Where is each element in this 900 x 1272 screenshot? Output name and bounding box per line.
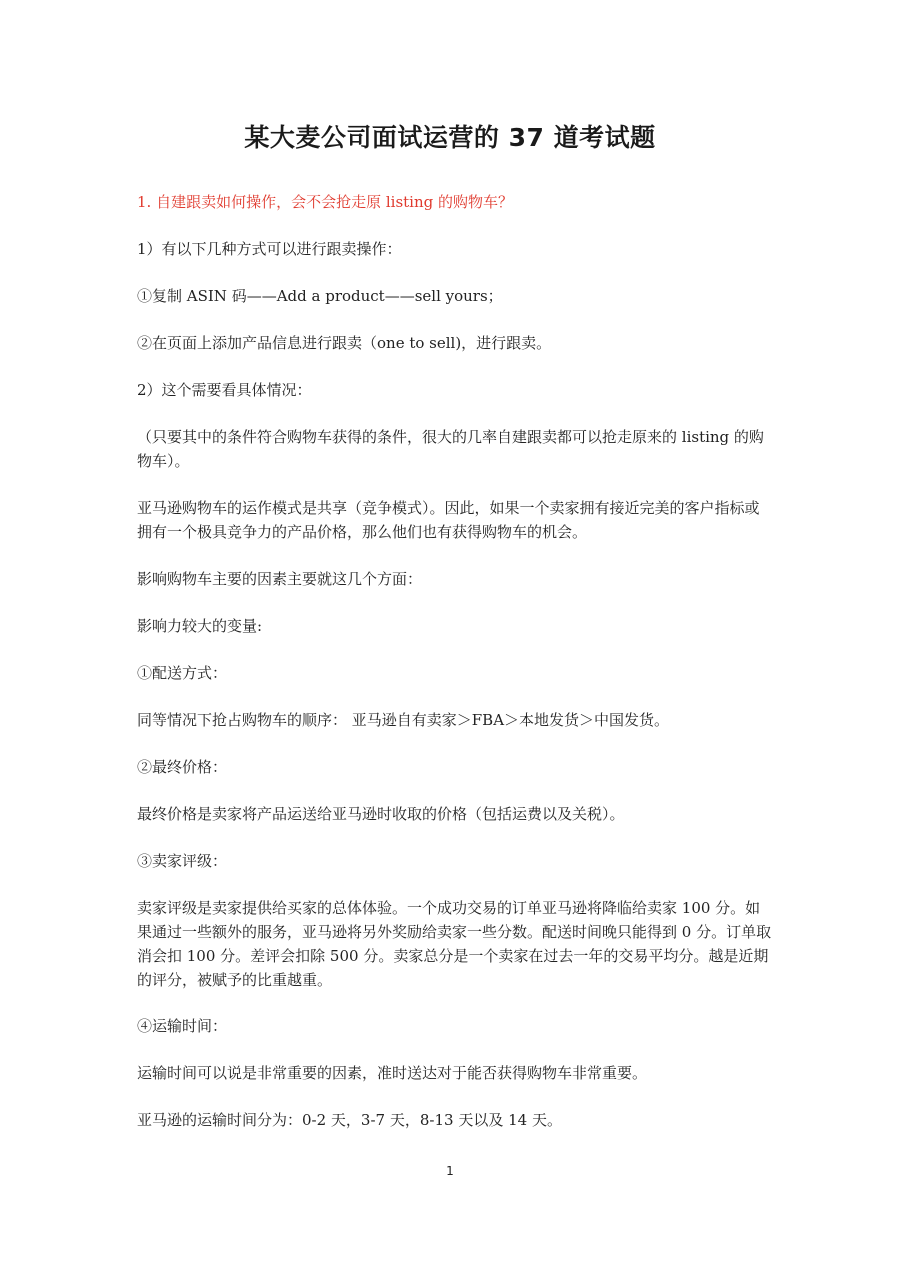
heading-delivery: ①配送方式： xyxy=(137,664,228,682)
heading-shipping-time: ④运输时间： xyxy=(137,1017,228,1035)
paragraph-method-2: ②在页面上添加产品信息进行跟卖（one to sell)，进行跟卖。 xyxy=(137,334,552,352)
paragraph-condition: （只要其中的条件符合购物车获得的条件，很大的几率自建跟卖都可以抢走原来的 listing 的购物车）。 xyxy=(137,428,764,470)
paragraph-shipping-ranges: 亚马逊的运输时间分为：0-2 天，3-7 天，8-13 天以及 14 天。 xyxy=(137,1111,562,1129)
paragraph-seller-rating: 卖家评级是卖家提供给买家的总体体验。一个成功交易的订单亚马逊将降临给卖家 100 分。如果通过一些额外的服务，亚马逊将另外奖励给卖家一些分数。配送时间晚只能得到 0 分。订单取消会扣 100 分。差评会扣除 500 分。卖家总分是一个卖家在过去一年的交易平均分。越是近期的评分，被赋予的比重越重。 xyxy=(137,899,772,989)
question-1: 1. 自建跟卖如何操作，会不会抢走原 listing 的购物车？ xyxy=(137,193,513,211)
paragraph-buybox-mode: 亚马逊购物车的运作模式是共享（竞争模式）。因此，如果一个卖家拥有接近完美的客户指标或拥有一个极具竞争力的产品价格，那么他们也有获得购物车的机会。 xyxy=(137,499,760,541)
heading-final-price: ②最终价格： xyxy=(137,758,228,776)
paragraph-final-price: 最终价格是卖家将产品运送给亚马逊时收取的价格（包括运费以及关税）。 xyxy=(137,805,625,823)
page-number: 1 xyxy=(446,1164,454,1178)
paragraph-answer-1: 1）有以下几种方式可以进行跟卖操作： xyxy=(137,240,402,258)
paragraph-method-1: ①复制 ASIN 码——Add a product——sell yours； xyxy=(137,287,503,305)
paragraph-answer-2: 2）这个需要看具体情况： xyxy=(137,381,312,399)
paragraph-factors-intro: 影响购物车主要的因素主要就这几个方面： xyxy=(137,570,423,588)
paragraph-shipping-importance: 运输时间可以说是非常重要的因素，准时送达对于能否获得购物车非常重要。 xyxy=(137,1064,648,1082)
paragraph-delivery-order: 同等情况下抢占购物车的顺序： 亚马逊自有卖家＞FBA＞本地发货＞中国发货。 xyxy=(137,711,670,729)
paragraph-variables: 影响力较大的变量: xyxy=(137,617,263,635)
document-title: 某大麦公司面试运营的 37 道考试题 xyxy=(244,123,656,152)
heading-seller-rating: ③卖家评级： xyxy=(137,852,228,870)
